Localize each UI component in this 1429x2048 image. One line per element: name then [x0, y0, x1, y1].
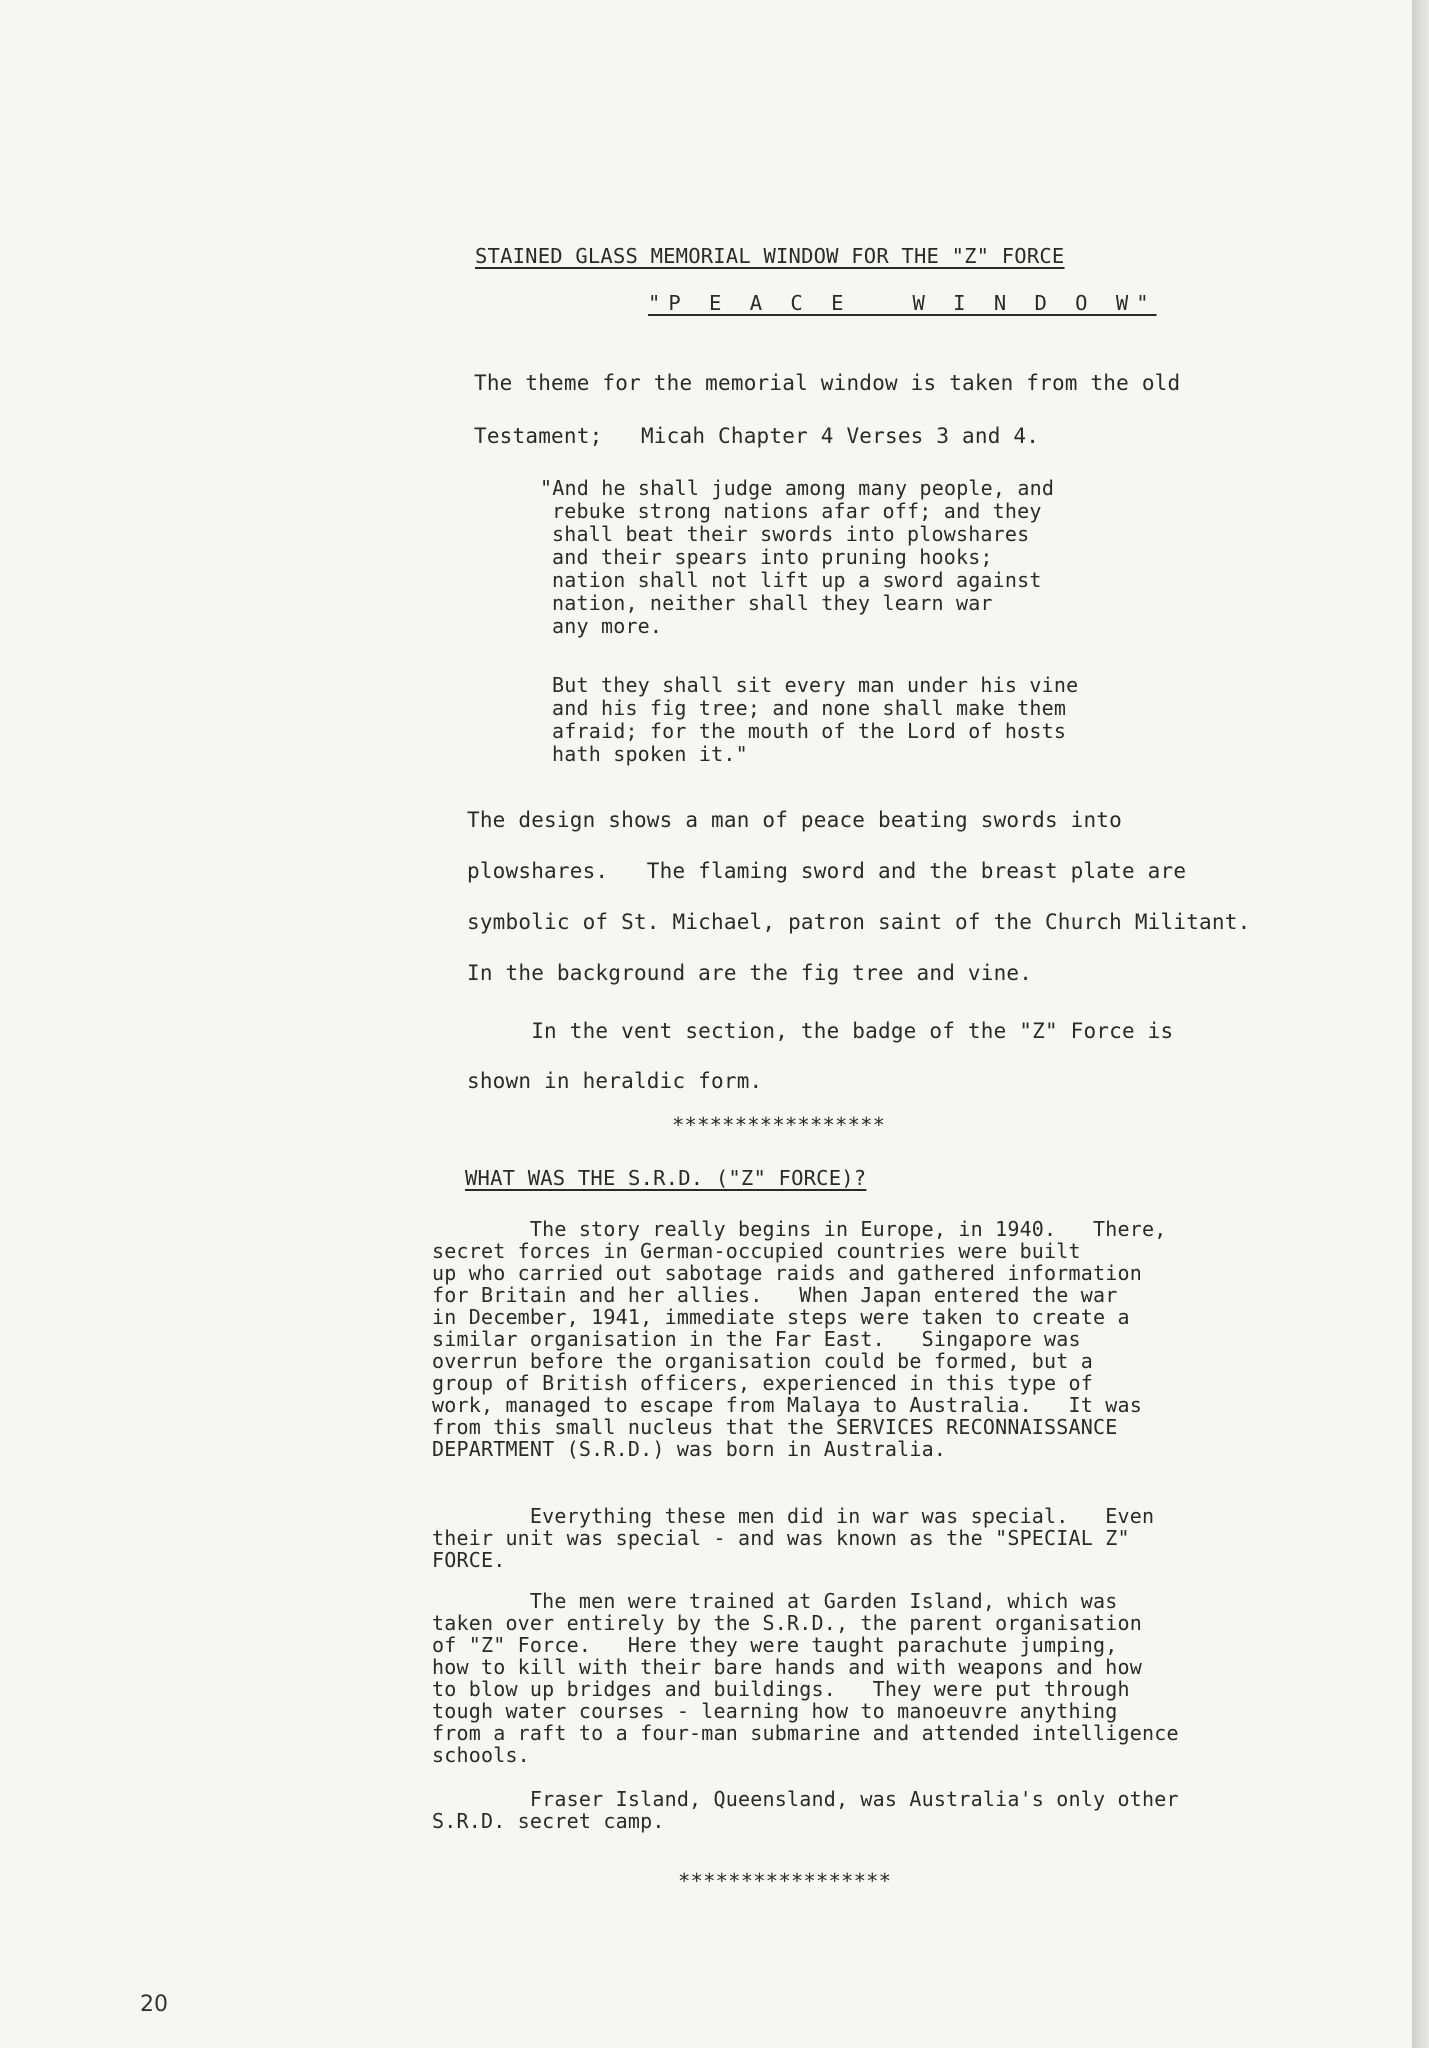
divider-asterisks: ***************** [678, 1869, 892, 1893]
story-line: FORCE. [432, 1548, 506, 1572]
story-line: DEPARTMENT (S.R.D.) was born in Australia. [432, 1437, 947, 1461]
quote-line: afraid; for the mouth of the Lord of hosts [552, 719, 1067, 743]
page-edge [1412, 0, 1429, 2048]
quote-line: "And he shall judge among many people, and [540, 476, 1055, 500]
story-line: of "Z" Force. Here they were taught parachute jumping, [432, 1633, 1118, 1657]
story-line: from this small nucleus that the SERVICES RECONNAISSANCE [432, 1415, 1118, 1439]
design-line: The design shows a man of peace beating swords into [467, 808, 1122, 832]
divider-asterisks: ***************** [672, 1113, 886, 1137]
design-line: symbolic of St. Michael, patron saint of the Church Militant. [467, 910, 1251, 934]
document-title: STAINED GLASS MEMORIAL WINDOW FOR THE "Z" FORCE [475, 244, 1065, 268]
story-line: The story really begins in Europe, in 1940. There, [432, 1217, 1167, 1241]
story-line: secret forces in German-occupied countries were built [432, 1239, 1081, 1263]
story-line: their unit was special - and was known as the "SPECIAL Z" [432, 1526, 1130, 1550]
intro-line: The theme for the memorial window is taken from the old [474, 371, 1181, 395]
quote-line: any more. [552, 614, 663, 638]
quote-line: nation shall not lift up a sword against [552, 568, 1042, 592]
story-line: work, managed to escape from Malaya to Australia. It was [432, 1393, 1142, 1417]
design-line: In the background are the fig tree and vine. [467, 961, 1033, 985]
story-line: similar organisation in the Far East. Singapore was [432, 1327, 1081, 1351]
story-line: The men were trained at Garden Island, which was [432, 1589, 1118, 1613]
story-line: schools. [432, 1743, 530, 1767]
section-heading: WHAT WAS THE S.R.D. ("Z" FORCE)? [465, 1166, 867, 1190]
design-line: shown in heraldic form. [467, 1069, 763, 1093]
story-line: up who carried out sabotage raids and gathered information [432, 1261, 1142, 1285]
story-line: to blow up bridges and buildings. They were put through [432, 1677, 1130, 1701]
quote-line: and his fig tree; and none shall make them [552, 696, 1067, 720]
story-line: from a raft to a four-man submarine and attended intelligence [432, 1721, 1179, 1745]
quote-line: nation, neither shall they learn war [552, 591, 993, 615]
story-line: Fraser Island, Queensland, was Australia's only other [432, 1787, 1179, 1811]
design-line: In the vent section, the badge of the "Z" Force is [467, 1019, 1174, 1043]
story-line: how to kill with their bare hands and with weapons and how [432, 1655, 1142, 1679]
story-line: group of British officers, experienced in this type of [432, 1371, 1094, 1395]
page-number: 20 [140, 1992, 168, 2017]
quote-line: rebuke strong nations afar off; and they [552, 499, 1042, 523]
story-line: Everything these men did in war was special. Even [432, 1504, 1155, 1528]
design-line: plowshares. The flaming sword and the breast plate are [467, 859, 1187, 883]
quote-line: and their spears into pruning hooks; [552, 545, 993, 569]
story-line: taken over entirely by the S.R.D., the parent organisation [432, 1611, 1142, 1635]
story-line: S.R.D. secret camp. [432, 1809, 665, 1833]
story-line: overrun before the organisation could be formed, but a [432, 1349, 1094, 1373]
quote-line: But they shall sit every man under his vine [552, 673, 1079, 697]
quote-line: shall beat their swords into plowshares [552, 522, 1030, 546]
story-line: in December, 1941, immediate steps were taken to create a [432, 1305, 1130, 1329]
story-line: for Britain and her allies. When Japan entered the war [432, 1283, 1118, 1307]
story-line: tough water courses - learning how to manoeuvre anything [432, 1699, 1118, 1723]
document-subtitle: "P E A C E W I N D O W" [648, 291, 1157, 315]
intro-line: Testament; Micah Chapter 4 Verses 3 and 4. [474, 424, 1040, 448]
quote-line: hath spoken it." [552, 742, 748, 766]
